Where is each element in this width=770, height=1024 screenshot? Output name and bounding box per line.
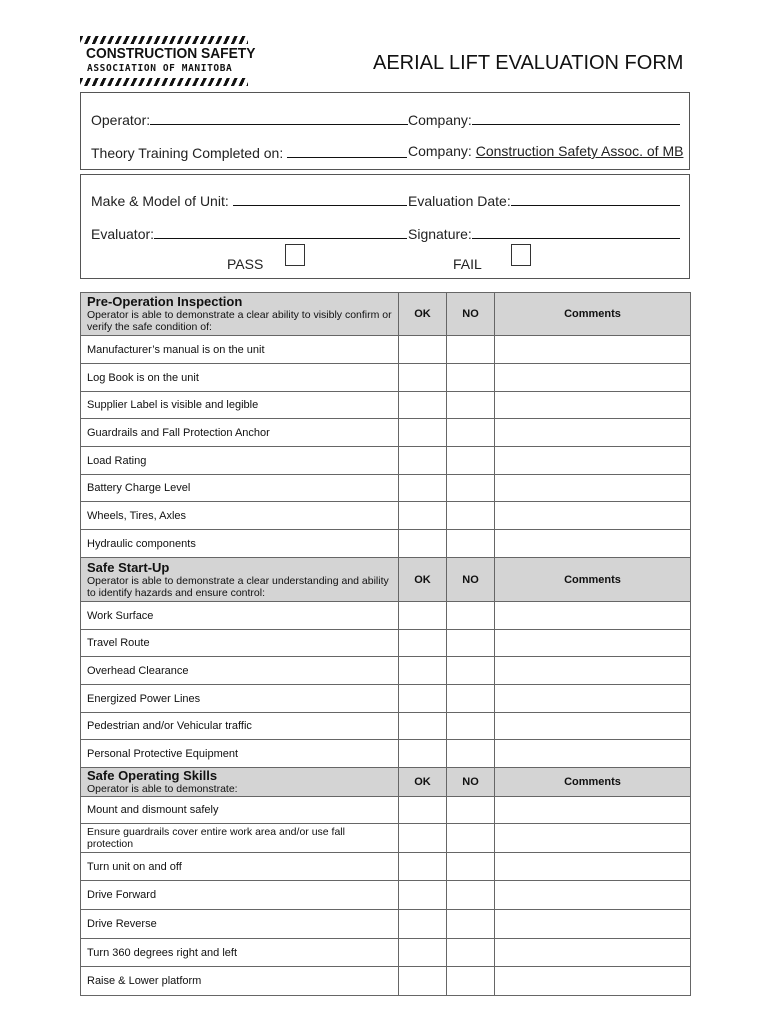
no-cell[interactable] [447,364,495,392]
pass-checkbox[interactable] [285,244,305,266]
comments-cell[interactable] [495,824,691,853]
item-label: Wheels, Tires, Axles [81,502,399,530]
comments-column-header: Comments [495,558,691,602]
evaluation-date-line [511,191,680,206]
ok-cell[interactable] [399,824,447,853]
table-row [81,392,691,419]
comments-cell[interactable] [495,853,691,881]
no-cell[interactable] [447,657,495,685]
comments-cell[interactable] [495,939,691,967]
ok-cell[interactable] [399,364,447,392]
item-label: Manufacturer’s manual is on the unit [81,336,399,364]
company2-label: Company: [408,143,476,159]
table-row [81,336,691,364]
section-description: Operator is able to demonstrate a clear ability to visibly confirm or verify the safe condition of: [87,309,392,333]
comments-cell[interactable] [495,713,691,740]
comments-column-header: Comments [495,768,691,797]
table-row [81,657,691,685]
no-cell[interactable] [447,685,495,713]
table-row [81,881,691,910]
ok-cell[interactable] [399,475,447,502]
ok-cell[interactable] [399,910,447,939]
table-row [81,740,691,768]
ok-cell[interactable] [399,530,447,558]
no-cell[interactable] [447,853,495,881]
ok-cell[interactable] [399,447,447,475]
item-label: Turn 360 degrees right and left [81,939,399,967]
operator-line [150,110,408,125]
item-label: Guardrails and Fall Protection Anchor [81,419,399,447]
logo-hatch-top [80,36,248,44]
fail-label: FAIL [453,256,482,272]
comments-cell[interactable] [495,447,691,475]
section-title: Safe Operating Skills [87,768,218,783]
ok-cell[interactable] [399,685,447,713]
table-row [81,475,691,502]
no-cell[interactable] [447,530,495,558]
item-label: Work Surface [81,602,399,630]
ok-cell[interactable] [399,939,447,967]
comments-cell[interactable] [495,740,691,768]
ok-cell[interactable] [399,419,447,447]
item-label: Turn unit on and off [81,853,399,881]
no-cell[interactable] [447,447,495,475]
no-cell[interactable] [447,797,495,824]
no-column-header: NO [447,293,495,336]
no-cell[interactable] [447,475,495,502]
operator-label: Operator: [91,112,151,128]
item-label: Pedestrian and/or Vehicular traffic [81,713,399,740]
no-column-header: NO [447,558,495,602]
no-cell[interactable] [447,630,495,657]
comments-cell[interactable] [495,419,691,447]
item-label: Hydraulic components [81,530,399,558]
ok-column-header: OK [399,558,447,602]
pass-label: PASS [227,256,264,272]
no-cell[interactable] [447,602,495,630]
item-label: Energized Power Lines [81,685,399,713]
comments-cell[interactable] [495,336,691,364]
comments-cell[interactable] [495,657,691,685]
section-description: Operator is able to demonstrate: [87,783,238,795]
ok-cell[interactable] [399,657,447,685]
table-row [81,910,691,939]
theory-training-label: Theory Training Completed on: [91,145,284,161]
section-title-cell [81,558,399,602]
comments-cell[interactable] [495,475,691,502]
ok-cell[interactable] [399,853,447,881]
table-row [81,364,691,392]
table-row [81,824,691,853]
ok-cell[interactable] [399,881,447,910]
no-column-header: NO [447,768,495,797]
ok-column-header: OK [399,768,447,797]
item-label: Drive Forward [81,881,399,910]
item-label: Travel Route [81,630,399,657]
comments-cell[interactable] [495,502,691,530]
no-cell[interactable] [447,939,495,967]
ok-cell[interactable] [399,967,447,996]
table-row [81,713,691,740]
comments-column-header: Comments [495,293,691,336]
table-row [81,939,691,967]
section-header-safe-operating-skills [81,768,691,797]
signature-label: Signature: [408,226,472,242]
table-row [81,685,691,713]
item-label: Ensure guardrails cover entire work area and/or use fall protection [81,824,399,853]
ok-cell[interactable] [399,602,447,630]
item-label: Raise & Lower platform [81,967,399,996]
no-cell[interactable] [447,713,495,740]
ok-cell[interactable] [399,392,447,419]
logo-name: CONSTRUCTION SAFETY [86,45,256,62]
item-label: Battery Charge Level [81,475,399,502]
item-label: Supplier Label is visible and legible [81,392,399,419]
signature-field[interactable] [408,224,680,242]
form-title: AERIAL LIFT EVALUATION FORM [373,52,684,74]
comments-cell[interactable] [495,392,691,419]
item-label: Load Rating [81,447,399,475]
fail-checkbox[interactable] [511,244,531,266]
section-header-pre-operation [81,293,691,336]
company2-field [408,143,683,159]
logo-subtitle: ASSOCIATION OF MANITOBA [87,63,233,74]
operator-field[interactable] [91,110,408,128]
comments-cell[interactable] [495,602,691,630]
ok-cell[interactable] [399,336,447,364]
ok-cell[interactable] [399,740,447,768]
table-row [81,447,691,475]
table-row [81,630,691,657]
table-row [81,502,691,530]
company-label: Company: [408,112,472,128]
evaluation-info-box [80,174,690,279]
comments-cell[interactable] [495,685,691,713]
comments-cell[interactable] [495,910,691,939]
item-label: Personal Protective Equipment [81,740,399,768]
evaluation-table [80,292,691,996]
no-cell[interactable] [447,502,495,530]
no-cell[interactable] [447,881,495,910]
no-cell[interactable] [447,740,495,768]
company-field[interactable] [408,110,680,128]
make-model-line [233,191,407,206]
no-cell[interactable] [447,336,495,364]
section-title-cell [81,293,399,336]
comments-cell[interactable] [495,881,691,910]
ok-column-header: OK [399,293,447,336]
signature-line [472,224,680,239]
comments-cell[interactable] [495,797,691,824]
table-row [81,530,691,558]
no-cell[interactable] [447,392,495,419]
section-title-cell [81,768,399,797]
section-description: Operator is able to demonstrate a clear understanding and ability to identify hazards and ensure control: [87,574,389,599]
item-label: Mount and dismount safely [81,797,399,824]
no-cell[interactable] [447,419,495,447]
no-cell[interactable] [447,824,495,853]
section-header-safe-start-up [81,558,691,602]
no-cell[interactable] [447,910,495,939]
table-row [81,967,691,996]
comments-cell[interactable] [495,364,691,392]
comments-cell[interactable] [495,530,691,558]
theory-training-field[interactable] [91,143,407,161]
ok-cell[interactable] [399,630,447,657]
comments-cell[interactable] [495,630,691,657]
evaluator-field[interactable] [91,224,407,242]
evaluation-date-label: Evaluation Date: [408,193,511,209]
theory-training-line [287,143,407,158]
make-model-field[interactable] [91,191,407,209]
item-label: Drive Reverse [81,910,399,939]
company2-value: Construction Safety Assoc. of MB [475,143,684,159]
evaluation-date-field[interactable] [408,191,680,209]
evaluator-label: Evaluator: [91,226,155,242]
company-line [472,110,680,125]
table-row [81,797,691,824]
logo-hatch-bottom [80,78,248,86]
table-row [81,602,691,630]
operator-info-box [80,92,690,170]
comments-cell[interactable] [495,967,691,996]
make-model-label: Make & Model of Unit: [91,193,229,209]
item-label: Log Book is on the unit [81,364,399,392]
item-label: Overhead Clearance [81,657,399,685]
ok-cell[interactable] [399,713,447,740]
ok-cell[interactable] [399,797,447,824]
evaluator-line [154,224,407,239]
section-title: Safe Start-Up [87,559,170,575]
ok-cell[interactable] [399,502,447,530]
association-logo [80,36,256,88]
no-cell[interactable] [447,967,495,996]
table-row [81,419,691,447]
table-row [81,853,691,881]
section-title: Pre-Operation Inspection [87,294,243,309]
